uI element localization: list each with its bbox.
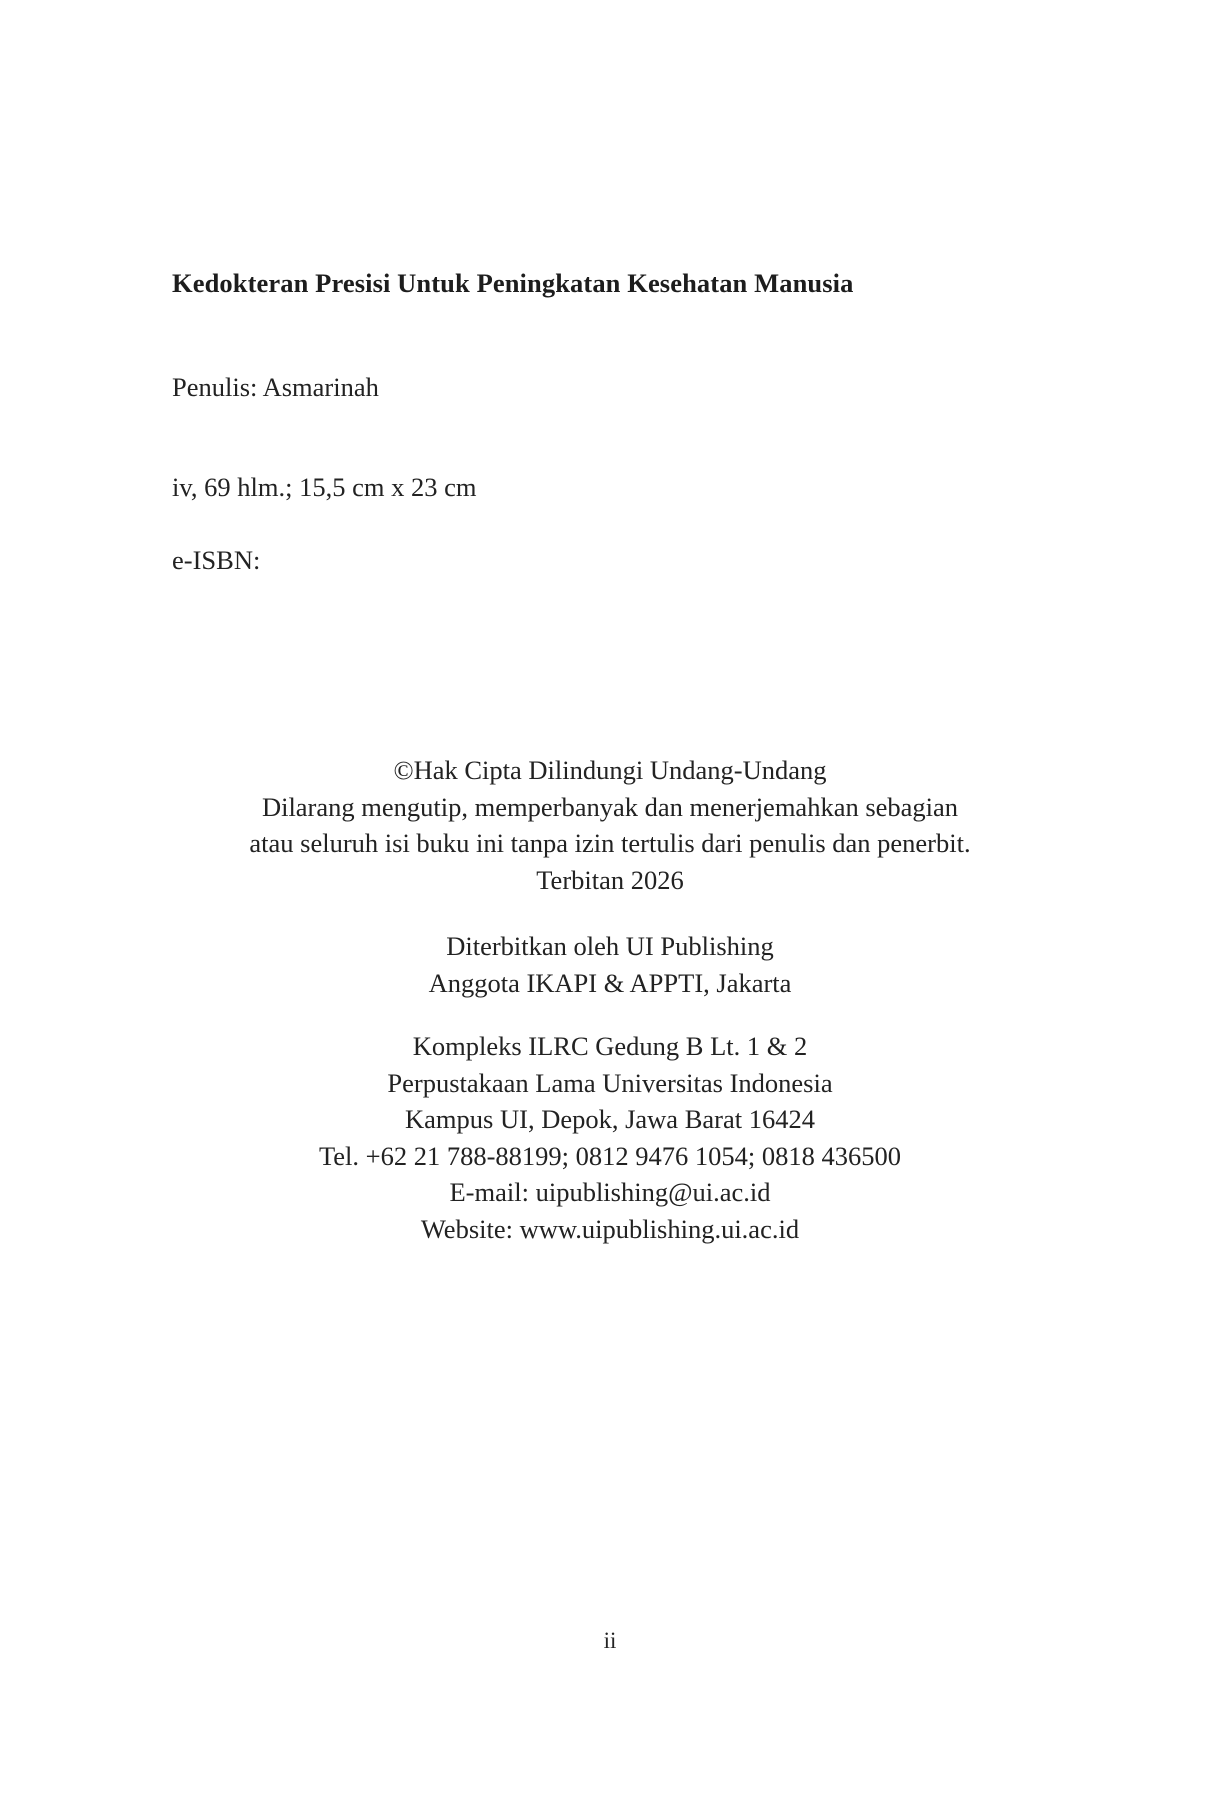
copyright-line-2: Dilarang mengutip, memperbanyak dan menerjemahkan sebagian — [261, 791, 959, 822]
spacer-after-author — [172, 404, 1032, 472]
publisher-membership-line: Anggota IKAPI & APPTI, Jakarta — [428, 967, 792, 998]
spacer-before-publisher — [0, 898, 1220, 928]
website-line: Website: www.uipublishing.ui.ac.id — [420, 1213, 800, 1244]
copyright-line-3: atau seluruh isi buku ini tanpa izin tertulis dari penulis dan penerbit. — [249, 828, 971, 858]
publisher-address — [130, 1028, 1090, 1247]
address-line-2: Perpustakaan Lama Universitas Indonesia — [387, 1067, 833, 1098]
spacer-after-title — [172, 300, 1032, 372]
email-line: E-mail: uipublishing@ui.ac.id — [449, 1177, 771, 1207]
spacer-after-specs — [172, 503, 1032, 545]
copyright-line-1: ©Hak Cipta Dilindungi Undang-Undang — [393, 755, 827, 785]
book-specs-line: iv, 69 hlm.; 15,5 cm x 23 cm — [172, 471, 477, 502]
address-line-3: Kampus UI, Depok, Jawa Barat 16424 — [405, 1104, 815, 1134]
eisbn-line: e-ISBN: — [172, 545, 261, 576]
author-line: Penulis: Asmarinah — [172, 371, 379, 402]
publisher-info — [130, 928, 1090, 1001]
copyright-notice — [130, 752, 1090, 898]
address-line-1: Kompleks ILRC Gedung B Lt. 1 & 2 — [412, 1031, 808, 1061]
publisher-name-line: Diterbitkan oleh UI Publishing — [446, 931, 774, 961]
centered-colophon-block — [0, 752, 1220, 1247]
book-title: Kedokteran Presisi Untuk Peningkatan Kesehatan Manusia — [172, 268, 854, 298]
spacer-before-address — [0, 1001, 1220, 1028]
publication-year-line: Terbitan 2026 — [536, 864, 684, 895]
phone-line: Tel. +62 21 788-88199; 0812 9476 1054; 0818 436500 — [318, 1140, 902, 1171]
imprint-block — [172, 268, 1032, 577]
page-number-folio: ii — [603, 1628, 617, 1653]
